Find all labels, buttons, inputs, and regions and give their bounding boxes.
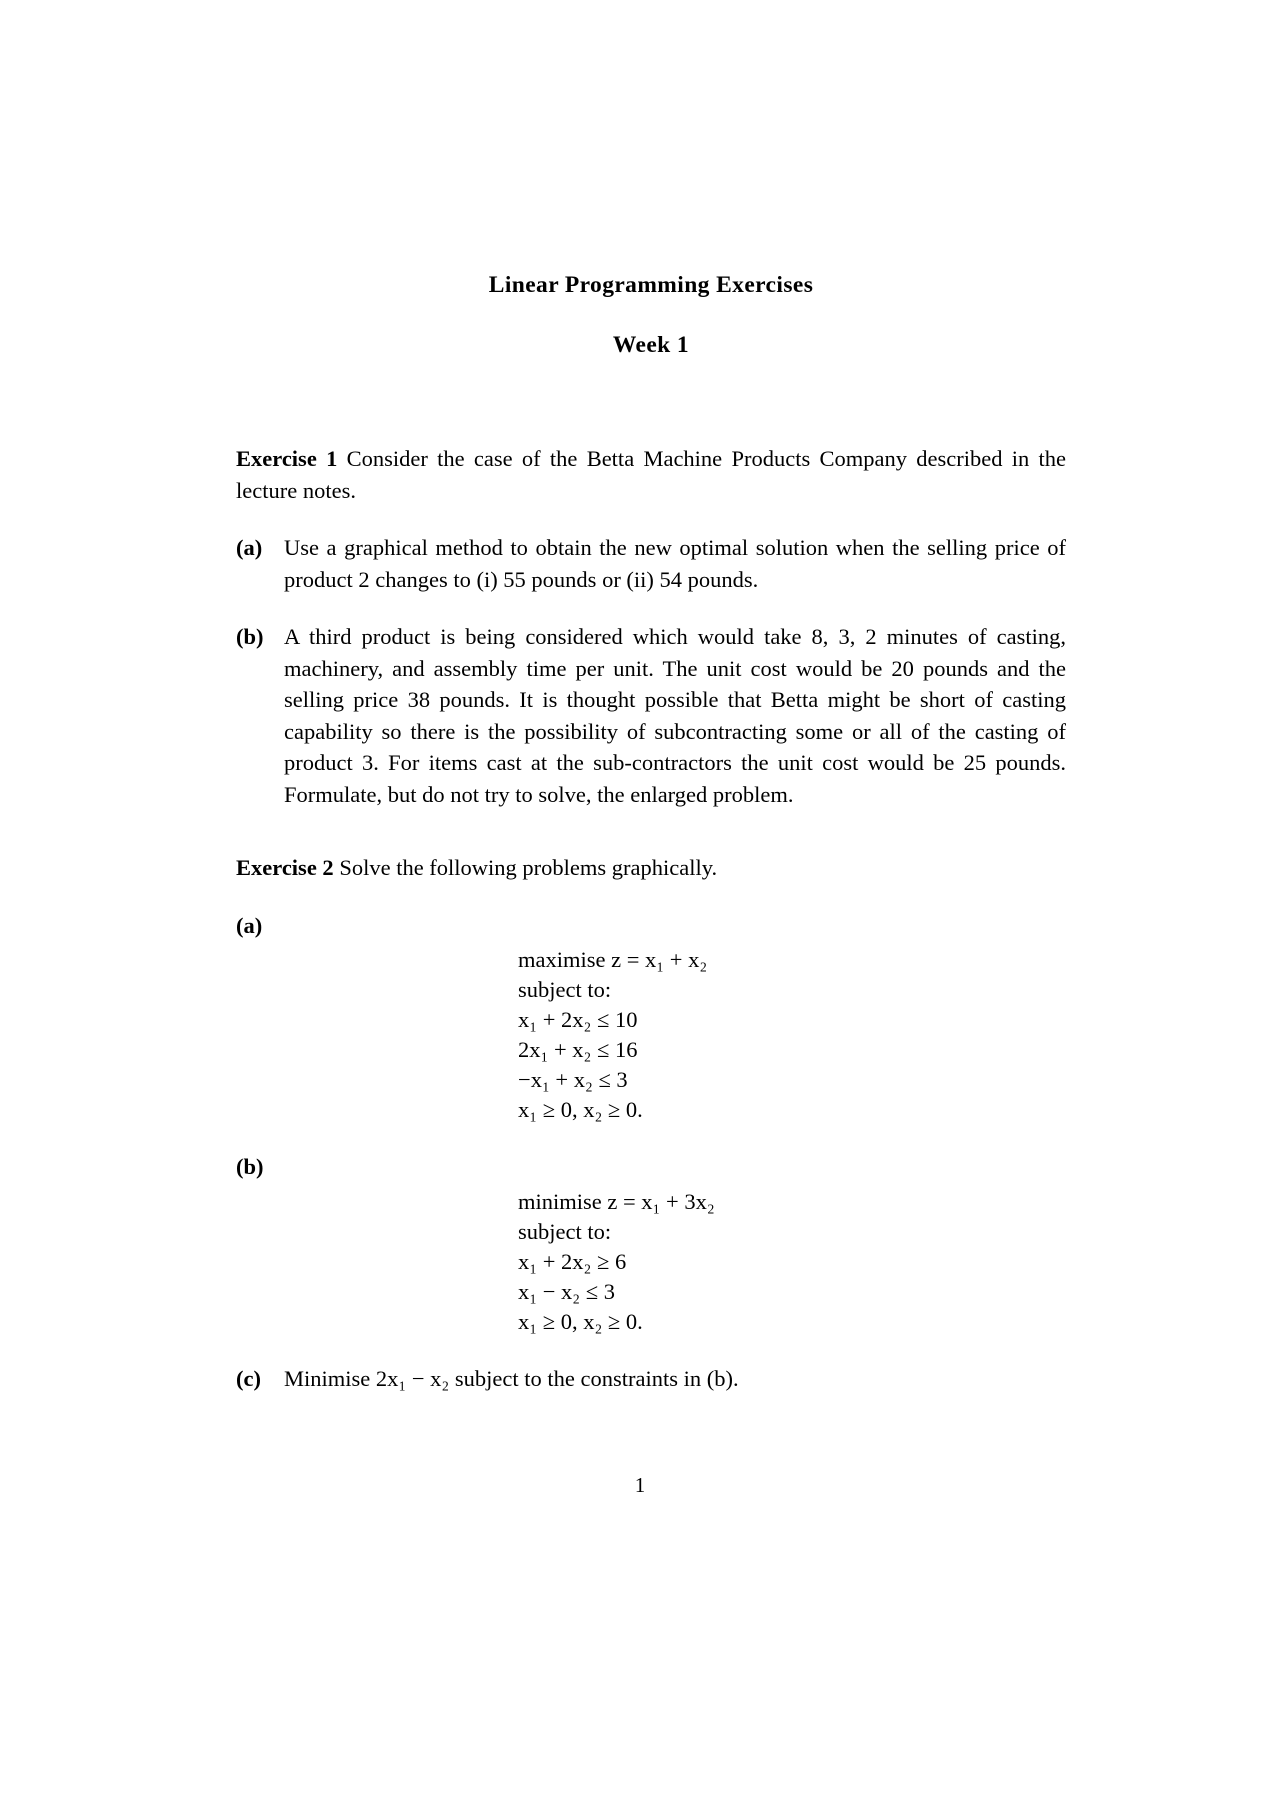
exercise-1-item-a bbox=[236, 532, 1066, 595]
exercise-1-block bbox=[236, 443, 1066, 810]
math-line: subject to: bbox=[518, 977, 612, 1002]
math-line: x₁ + 2x₂ ≤ 10 bbox=[518, 1007, 638, 1032]
page-number: 1 bbox=[634, 1473, 646, 1497]
exercise-1-item-a-marker: (a) bbox=[236, 535, 263, 560]
math-line: x₁ + 2x₂ ≥ 6 bbox=[518, 1248, 627, 1274]
exercise-1-item-b-marker: (b) bbox=[236, 624, 264, 649]
exercise-1-item-b-text: A third product is being considered which would take 8, 3, 2 minutes of casting, machinery, and assembly time per unit. The unit cost would be 20 pounds and the selling price 38 pounds. It is thought possible that Betta might be short of casting capability so there is the possibility of subcontracting some or all of the casting of product 3. For items cast at the sub-contractors the unit cost would be 25 pounds. Formulate, but do not try to solve, the enlarged problem. bbox=[284, 624, 1066, 807]
math-line: subject to: bbox=[518, 1218, 612, 1244]
page-content bbox=[236, 0, 1066, 1394]
exercise-1-item-b bbox=[236, 621, 1066, 810]
exercise-1-intro-text: Consider the case of the Betta Machine Products Company described in the lecture notes. bbox=[236, 446, 1067, 503]
math-line: minimise z = x₁ + 3x₂ bbox=[518, 1188, 715, 1214]
exercise-2-block bbox=[236, 852, 1066, 1394]
math-line: x₁ − x₂ ≤ 3 bbox=[518, 1278, 615, 1304]
math-line: x₁ ≥ 0, x₂ ≥ 0. bbox=[518, 1308, 643, 1334]
exercise-2-label: Exercise 2 bbox=[236, 855, 334, 880]
math-line: 2x₁ + x₂ ≤ 16 bbox=[518, 1037, 638, 1062]
exercise-1-intro bbox=[236, 443, 1066, 506]
exercise-2-part-c-text: Minimise 2x₁ − x₂ subject to the constraints in (b). bbox=[284, 1365, 739, 1391]
exercise-2-part-a-marker: (a) bbox=[236, 912, 263, 938]
document-title: Linear Programming Exercises bbox=[488, 272, 814, 298]
exercise-2-part-b-math bbox=[518, 1187, 1066, 1337]
exercise-2-part-c-marker: (c) bbox=[236, 1365, 261, 1391]
exercise-2-part-a-math bbox=[518, 945, 1066, 1125]
exercise-1-item-a-text: Use a graphical method to obtain the new optimal solution when the selling price of product 2 changes to (i) 55 pounds or (ii) 54 pounds. bbox=[284, 535, 1066, 592]
exercise-2-part-c bbox=[236, 1363, 1066, 1395]
exercise-1-label: Exercise 1 bbox=[236, 446, 338, 471]
document-subtitle: Week 1 bbox=[612, 332, 690, 358]
exercise-2-intro-text: Solve the following problems graphically. bbox=[339, 855, 718, 880]
exercise-2-intro bbox=[236, 852, 1066, 884]
exercise-2-part-b-marker: (b) bbox=[236, 1154, 264, 1179]
math-line: x₁ ≥ 0, x₂ ≥ 0. bbox=[518, 1097, 643, 1122]
math-line: maximise z = x₁ + x₂ bbox=[518, 947, 708, 972]
math-line: −x₁ + x₂ ≤ 3 bbox=[518, 1067, 628, 1092]
